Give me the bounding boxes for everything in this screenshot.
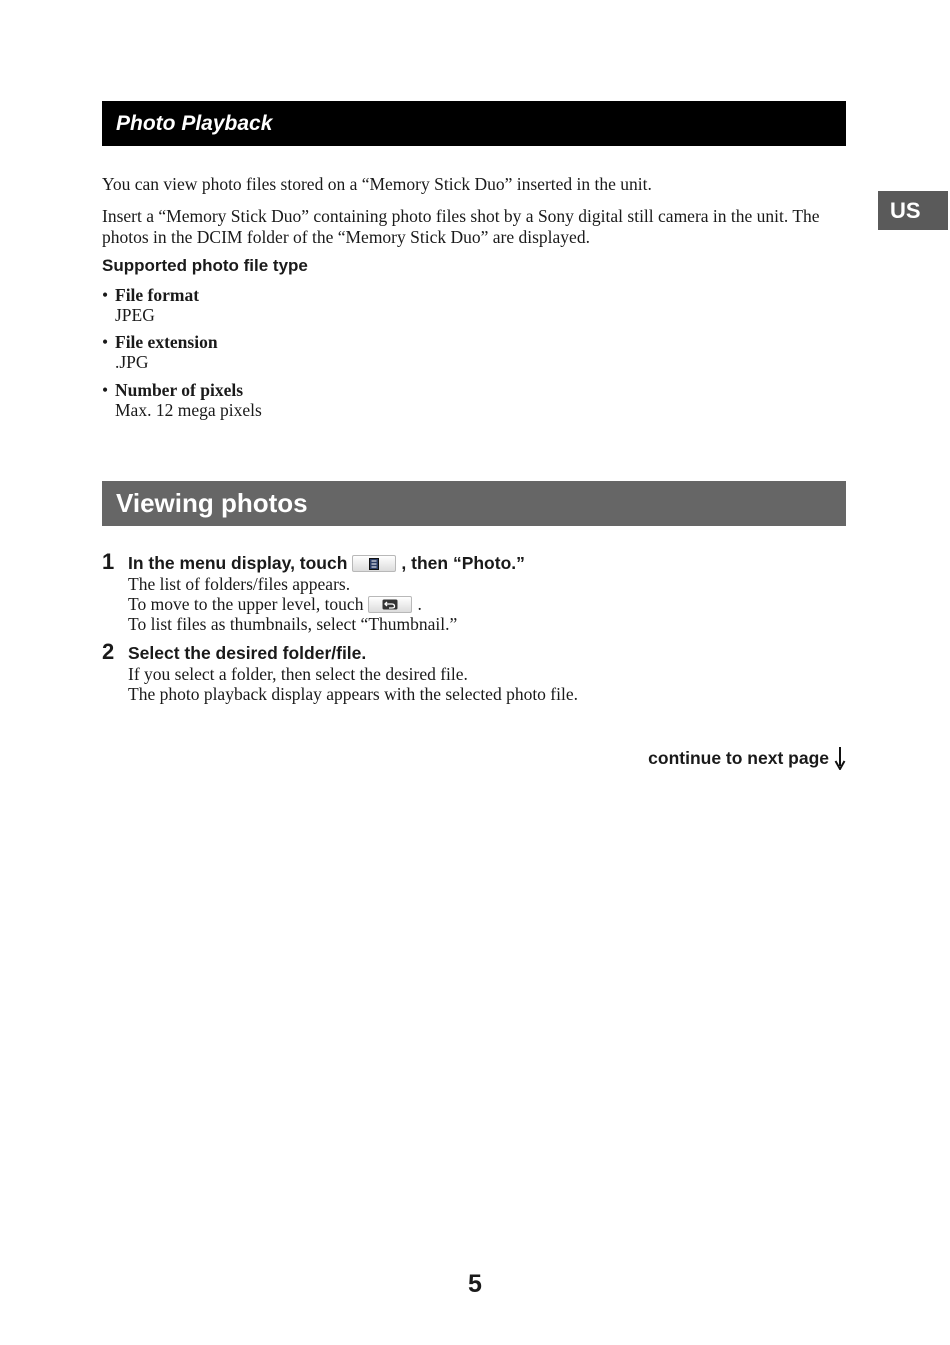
down-arrow-icon: [834, 746, 846, 770]
language-tab-label: US: [890, 197, 921, 223]
section-header-viewing-photos: [102, 481, 846, 526]
continue-label: continue to next page: [648, 747, 829, 768]
section-header-photo-playback: [102, 101, 846, 146]
page-number: 5: [468, 1270, 482, 1298]
step-number: 1: [102, 549, 115, 574]
intro-paragraph-2: Insert a “Memory Stick Duo” containing photo files shot by a Sony digital still camera in the unit. The photos in the DCIM folder of the “Memory Stick Duo” are displayed.: [102, 206, 820, 247]
step-title: Select the desired folder/file.: [128, 643, 367, 663]
continue-to-next-page: [648, 746, 846, 770]
step-text: The photo playback display appears with the selected photo file.: [128, 684, 579, 704]
step-text: The list of folders/files appears.: [128, 574, 351, 594]
list-item-value: .JPG: [115, 352, 149, 372]
list-item-value: JPEG: [115, 305, 155, 325]
menu-icon[interactable]: [352, 555, 396, 572]
step-text: To move to the upper level, touch .: [128, 594, 422, 614]
list-item: [102, 380, 262, 420]
supported-type-heading: Supported photo file type: [102, 256, 308, 275]
list-item-title: Number of pixels: [115, 380, 244, 400]
list-item-title: File extension: [115, 332, 218, 352]
list-item-title: File format: [115, 285, 200, 305]
section-title: Viewing photos: [116, 488, 308, 518]
step-text: If you select a folder, then select the desired file.: [128, 664, 468, 684]
bullet-dot: •: [102, 285, 109, 305]
back-icon[interactable]: [368, 596, 412, 613]
step-title: In the menu display, touch , then “Photo.”: [128, 553, 525, 573]
section-title: Photo Playback: [116, 111, 273, 135]
bullet-dot: •: [102, 332, 109, 352]
list-item: [102, 332, 218, 372]
step-number: 2: [102, 639, 115, 664]
step-2: [102, 639, 842, 707]
language-tab: [878, 191, 948, 230]
step-text: To list files as thumbnails, select “Thumbnail.”: [128, 614, 458, 634]
list-item: [102, 285, 199, 325]
step-1: [102, 549, 842, 637]
bullet-dot: •: [102, 380, 109, 400]
list-item-value: Max. 12 mega pixels: [115, 400, 262, 420]
intro-paragraph-1: You can view photo files stored on a “Memory Stick Duo” inserted in the unit.: [102, 174, 652, 194]
